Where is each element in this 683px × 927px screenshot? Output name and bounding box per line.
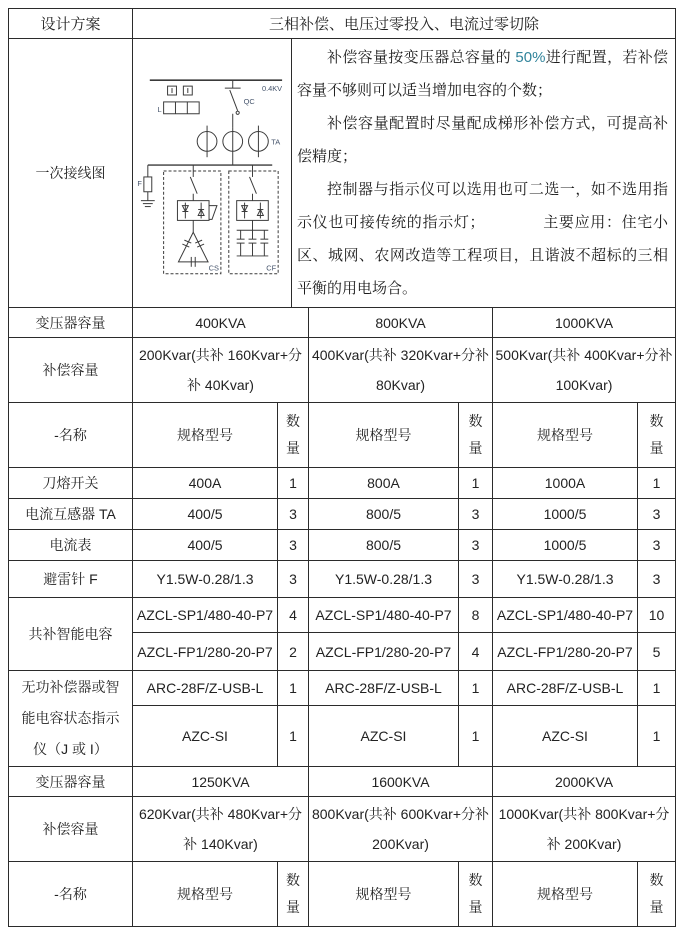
component-name: 电流互感器 TA [9,499,133,530]
qty-cell: 4 [459,633,493,671]
spec-cell: 1000A [493,468,638,499]
qty-cell: 1 [278,706,309,767]
kvar-cell: 500Kvar(共补 400Kvar+分补 100Kvar) [493,338,676,403]
design-scheme-value: 三相补偿、电压过零投入、电流过零切除 [133,9,676,39]
spec-cell: 800/5 [309,530,459,561]
name-header: -名称 [9,403,133,468]
qty-cell: 3 [278,530,309,561]
qty-cell: 1 [638,671,676,706]
spec-cell: AZCL-FP1/280-20-P7 [493,633,638,671]
spec-header: 规格型号 [309,403,459,468]
diagram-f-label: F [137,178,142,188]
qty-cell: 1 [638,468,676,499]
qty-cell: 3 [638,530,676,561]
qty-header: 数量 [278,862,309,927]
kva-cell: 2000KVA [493,767,676,797]
compensation-capacity-row-2 [9,797,676,862]
qty-header: 数量 [278,403,309,468]
spec-cell: Y1.5W-0.28/1.3 [493,561,638,598]
qty-cell: 1 [278,671,309,706]
spec-cell: ARC-28F/Z-USB-L [133,671,278,706]
qty-header: 数量 [638,403,676,468]
transformer-capacity-row-2 [9,767,676,797]
table-row [9,499,676,530]
diagram-ta-label: TA [271,137,281,147]
table-row [9,598,676,633]
spec-cell: 400/5 [133,530,278,561]
spec-cell: 1000/5 [493,499,638,530]
note4-text: 主要应用：住宅小区、城网、农网改造等工程项目，且谐波不超标的三相平衡的用电场合。 [297,214,669,297]
spec-cell: 400/5 [133,499,278,530]
kva-cell: 1600KVA [309,767,493,797]
wiring-diagram-row [9,39,676,308]
qty-cell: 2 [278,633,309,671]
spec-cell: Y1.5W-0.28/1.3 [309,561,459,598]
qty-cell: 4 [278,598,309,633]
transformer-capacity-row-1 [9,308,676,338]
spec-cell: AZCL-SP1/480-40-P7 [493,598,638,633]
spec-cell: ARC-28F/Z-USB-L [493,671,638,706]
qty-cell: 1 [638,706,676,767]
qty-cell: 1 [459,706,493,767]
wiring-diagram-label: 一次接线图 [9,39,133,308]
note1-percentage: 50% [515,49,546,66]
spec-header: 规格型号 [309,862,459,927]
qty-cell: 3 [278,561,309,598]
spec-cell: 1000/5 [493,530,638,561]
kvar-cell: 620Kvar(共补 480Kvar+分补 140Kvar) [133,797,309,862]
note-capacity-config [297,41,668,107]
table-row [9,671,676,706]
wiring-notes [292,39,675,307]
spec-cell: Y1.5W-0.28/1.3 [133,561,278,598]
qty-cell: 1 [459,468,493,499]
design-scheme-label: 设计方案 [9,9,133,39]
kvar-cell: 200Kvar(共补 160Kvar+分补 40Kvar) [133,338,309,403]
qty-cell: 3 [278,499,309,530]
compensation-capacity-row-1 [9,338,676,403]
kvar-cell: 800Kvar(共补 600Kvar+分补 200Kvar) [309,797,493,862]
spec-cell: 800A [309,468,459,499]
row-label: 补偿容量 [9,797,133,862]
spec-cell: AZCL-SP1/480-40-P7 [309,598,459,633]
spec-cell: ARC-28F/Z-USB-L [309,671,459,706]
kva-cell: 1000KVA [493,308,676,338]
qty-cell: 3 [638,499,676,530]
spec-cell: AZCL-SP1/480-40-P7 [133,598,278,633]
qty-cell: 1 [278,468,309,499]
spec-header: 规格型号 [493,403,638,468]
qty-cell: 1 [459,671,493,706]
row-label: 变压器容量 [9,767,133,797]
spec-header: 规格型号 [133,862,278,927]
diagram-cf-label: CF [266,263,277,273]
kvar-cell: 400Kvar(共补 320Kvar+分补 80Kvar) [309,338,493,403]
spec-cell: AZCL-FP1/280-20-P7 [309,633,459,671]
kvar-cell: 1000Kvar(共补 800Kvar+分补 200Kvar) [493,797,676,862]
table-row [9,530,676,561]
note3-text: 控制器与指示仪可以选用也可二选一，如不选用指示仪也可接传统的指示灯； [297,181,669,231]
component-name: 共补智能电容 [9,598,133,671]
qty-cell: 3 [459,530,493,561]
qty-cell: 3 [459,499,493,530]
diagram-cs-label: CS [208,263,219,273]
qty-cell: 5 [638,633,676,671]
note1-prefix: 补偿容量按变压器总容量的 [327,49,516,66]
diagram-qc-label: QC [243,96,255,106]
circuit-diagram-icon [134,66,290,280]
qty-cell: 3 [459,561,493,598]
row-label: 补偿容量 [9,338,133,403]
note-controller-applications [297,173,668,305]
qty-header: 数量 [459,862,493,927]
diagram-voltage-label: 0.4KV [261,84,283,94]
spec-cell: AZCL-FP1/280-20-P7 [133,633,278,671]
kva-cell: 1250KVA [133,767,309,797]
kva-cell: 400KVA [133,308,309,338]
component-name: 无功补偿器或智能电容状态指示仪（J 或 I） [9,671,133,767]
qty-cell: 8 [459,598,493,633]
qty-cell: 3 [638,561,676,598]
note-ladder-compensation: 补偿容量配置时尽量配成梯形补偿方式，可提高补偿精度； [297,115,669,165]
note1-suffix: 进行配置，若补偿容量不够则可以适当增加电容的个数； [297,49,669,99]
spec-cell: AZC-SI [309,706,459,767]
qty-header: 数量 [459,403,493,468]
component-name: 刀熔开关 [9,468,133,499]
spec-header: 规格型号 [133,403,278,468]
design-scheme-row [9,9,676,39]
spec-cell: 800/5 [309,499,459,530]
table-row [9,468,676,499]
kva-cell: 800KVA [309,308,493,338]
spec-cell: AZC-SI [493,706,638,767]
table-row [9,561,676,598]
column-header-row-2 [9,862,676,927]
component-name: 电流表 [9,530,133,561]
spec-table [8,8,676,927]
name-header: -名称 [9,862,133,927]
column-header-row-1 [9,403,676,468]
qty-cell: 10 [638,598,676,633]
component-name: 避雷针 F [9,561,133,598]
spec-cell: 400A [133,468,278,499]
row-label: 变压器容量 [9,308,133,338]
spec-cell: AZC-SI [133,706,278,767]
spec-header: 规格型号 [493,862,638,927]
qty-header: 数量 [638,862,676,927]
diagram-l-label: L [157,104,162,114]
one-line-diagram [133,39,292,307]
